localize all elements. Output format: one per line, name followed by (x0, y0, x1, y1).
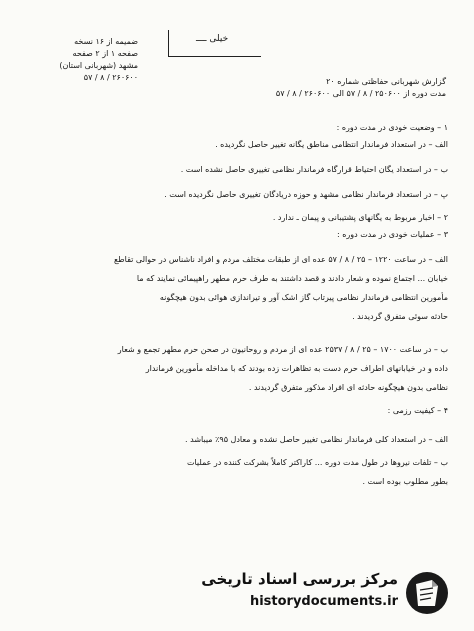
report-title-line: گزارش شهربانی حفاظتی شماره ۲۰ (326, 77, 446, 86)
copy-number: ضمیمه از ۱۶ نسخه (74, 37, 138, 46)
issuing-office: مشهد (شهربانی استان) (59, 61, 138, 70)
watermark (180, 566, 450, 618)
watermark-persian-text: مرکز بررسی اسناد تاریخی (201, 570, 398, 588)
body-line: ب – در استعداد یگان احتیاط قرارگاه فرماندار نظامی تغییری حاصل نشده است . (180, 165, 448, 174)
body-line: بطور مطلوب بوده است . (362, 477, 448, 486)
body-line: مأمورین انتظامی فرماندار نظامی پیرتاب گاز اشک آور و تیراندازی هوائی بدون هیچگونه (159, 293, 448, 302)
document-header-info (18, 36, 138, 84)
document-date: ۲۶۰۶۰۰ / ۸ / ۵۷ (83, 73, 138, 82)
body-line: ۳ – عملیات خودی در مدت دوره : (336, 230, 448, 239)
body-line: ب – تلفات نیروها در طول مدت دوره ... کاراکتر کاملاً بشرکت کننده در عملیات (186, 458, 448, 467)
body-line: حادثه سوئی متفرق گردیدند . (352, 312, 448, 321)
report-body (18, 122, 448, 487)
body-line: الف – در ساعت ۱۲۲۰ – ۲۵ / ۸ / ۵۷ عده ای از طبقات مختلف مردم و افراد ناشناس در حوالی تقاطع (114, 255, 448, 264)
body-line: الف – در استعداد فرماندار انتظامی مناطق یگانه تغییر حاصل نگردیده . (215, 140, 448, 149)
folded-document-logo-icon (404, 570, 450, 616)
body-line: ۲ – اخبار مربوط به یگانهای پشتیبانی و پیمان ـ ندارد . (272, 213, 448, 222)
body-line: ۴ – کیفیت رزمی : (387, 406, 448, 415)
body-line: پ – در استعداد فرماندار نظامی مشهد و حوزه دریادگان تغییری حاصل نگردیده است . (164, 190, 448, 199)
classification-label: خیلی ــــ (196, 34, 229, 44)
watermark-url: historydocuments.ir (249, 594, 398, 609)
body-line: خیابان ... اجتماع نموده و شعار دادند و قصد داشتند به طرف حرم مطهر راهپیمائی نمایند که ما (136, 274, 448, 283)
page-count: صفحه ۱ از ۲ صفحه (72, 49, 138, 58)
body-line: نظامی بدون هیچگونه حادثه ای افراد مذکور متفرق گردیدند . (248, 383, 448, 392)
body-line: الف – در استعداد کلی فرماندار نظامی تغییر حاصل نشده و معادل ۹۵٪ میباشد . (185, 435, 448, 444)
body-line: ب – در ساعت ۱۷۰۰ – ۲۵ / ۸ / ۲۵۳۷ عده ای از مردم و روحانیون در صحن حرم مطهر تجمع و شعار (117, 345, 448, 354)
body-line: ۱ – وضعیت خودی در مدت دوره : (336, 123, 448, 132)
report-period-line: مدت دوره از ۲۵۰۶۰۰ / ۸ / ۵۷ الی ۲۶۰۶۰۰ / ۸ / ۵۷ (275, 89, 446, 98)
body-line: داده و در خیابانهای اطراف حرم دست به تظاهرات زده بودند که با مداخله مأمورین فرماندار (145, 364, 448, 373)
report-title (126, 76, 446, 100)
